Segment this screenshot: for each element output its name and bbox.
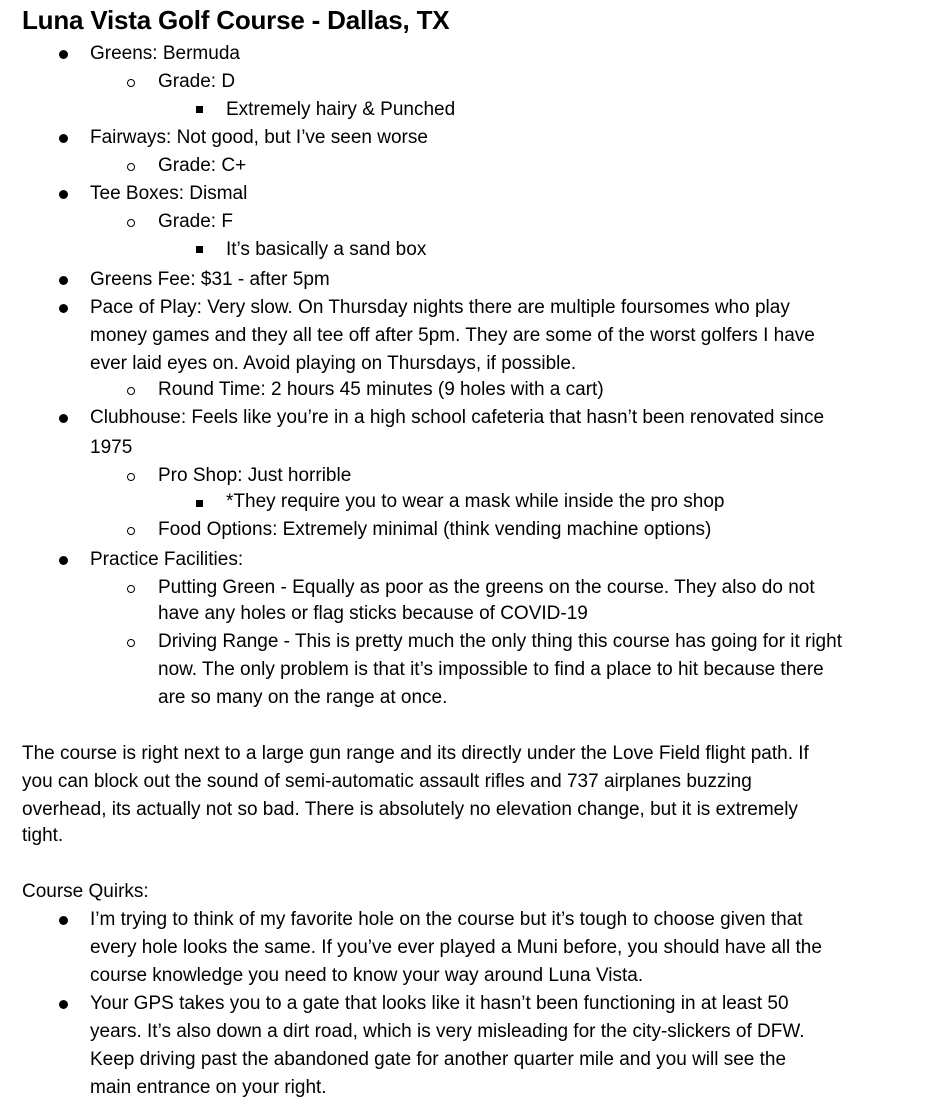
bullet-dot [59, 304, 68, 313]
text-line: Pro Shop: Just horrible [158, 465, 352, 486]
bullet-square [196, 106, 203, 113]
text-line: money games and they all tee off after 5pm. They are some of the worst golfers I have [90, 325, 815, 346]
text-line: Grade: D [158, 71, 236, 92]
bullet-square [196, 500, 203, 507]
bullet-circle [127, 473, 135, 481]
document-title: Luna Vista Golf Course - Dallas, TX [22, 5, 450, 35]
text-line: Grade: F [158, 211, 233, 232]
bullet-dot [59, 1000, 68, 1009]
text-line: Food Options: Extremely minimal (think vending machine options) [158, 519, 712, 540]
text-line: every hole looks the same. If you’ve ever played a Muni before, you should have all the [90, 937, 822, 958]
bullet-circle [127, 527, 135, 535]
bullet-dot [59, 276, 68, 285]
text-line: *They require you to wear a mask while inside the pro shop [226, 491, 725, 512]
text-line: Putting Green - Equally as poor as the greens on the course. They also do not [158, 577, 815, 598]
text-line: Grade: C+ [158, 155, 247, 176]
bullet-dot [59, 556, 68, 565]
bullet-square [196, 246, 203, 253]
text-line: Fairways: Not good, but I’ve seen worse [90, 127, 428, 148]
text-line: 1975 [90, 437, 133, 458]
text-line: are so many on the range at once. [158, 687, 448, 708]
text-line: Pace of Play: Very slow. On Thursday nights there are multiple foursomes who play [90, 297, 790, 318]
text-line: I’m trying to think of my favorite hole on the course but it’s tough to choose given that [90, 909, 803, 930]
bullet-dot [59, 50, 68, 59]
text-line: Greens Fee: $31 - after 5pm [90, 269, 330, 290]
paragraph-line: tight. [22, 825, 64, 846]
text-line: main entrance on your right. [90, 1077, 327, 1098]
text-line: Driving Range - This is pretty much the only thing this course has going for it right [158, 631, 842, 652]
bullet-circle [127, 163, 135, 171]
text-line: Your GPS takes you to a gate that looks like it hasn’t been functioning in at least 50 [90, 993, 789, 1014]
bullet-circle [127, 219, 135, 227]
text-line: Keep driving past the abandoned gate for another quarter mile and you will see the [90, 1049, 787, 1070]
bullet-dot [59, 916, 68, 925]
text-line: It’s basically a sand box [226, 239, 427, 260]
text-line: Tee Boxes: Dismal [90, 183, 248, 204]
paragraph-line: overhead, its actually not so bad. There is absolutely no elevation change, but it is extremely [22, 799, 798, 820]
bullet-circle [127, 639, 135, 647]
text-line: course knowledge you need to know your way around Luna Vista. [90, 965, 644, 986]
paragraph-line: The course is right next to a large gun range and its directly under the Love Field flight path. If [22, 743, 809, 764]
text-line: ever laid eyes on. Avoid playing on Thursdays, if possible. [90, 353, 577, 374]
bullet-circle [127, 387, 135, 395]
text-line: years. It’s also down a dirt road, which is very misleading for the city-slickers of DFW. [90, 1021, 805, 1042]
bullet-dot [59, 414, 68, 423]
text-line: Practice Facilities: [90, 549, 244, 570]
paragraph-line: you can block out the sound of semi-automatic assault rifles and 737 airplanes buzzing [22, 771, 752, 792]
text-line: now. The only problem is that it’s impossible to find a place to hit because there [158, 659, 824, 680]
bullet-dot [59, 190, 68, 199]
text-line: Clubhouse: Feels like you’re in a high school cafeteria that hasn’t been renovated since [90, 407, 825, 428]
text-line: Greens: Bermuda [90, 43, 240, 64]
text-line: Round Time: 2 hours 45 minutes (9 holes with a cart) [158, 379, 604, 400]
bullet-circle [127, 585, 135, 593]
text-line: Extremely hairy & Punched [226, 99, 456, 120]
section-heading: Course Quirks: [22, 881, 149, 902]
bullet-dot [59, 134, 68, 143]
bullet-circle [127, 79, 135, 87]
text-line: have any holes or flag sticks because of COVID-19 [158, 603, 588, 624]
